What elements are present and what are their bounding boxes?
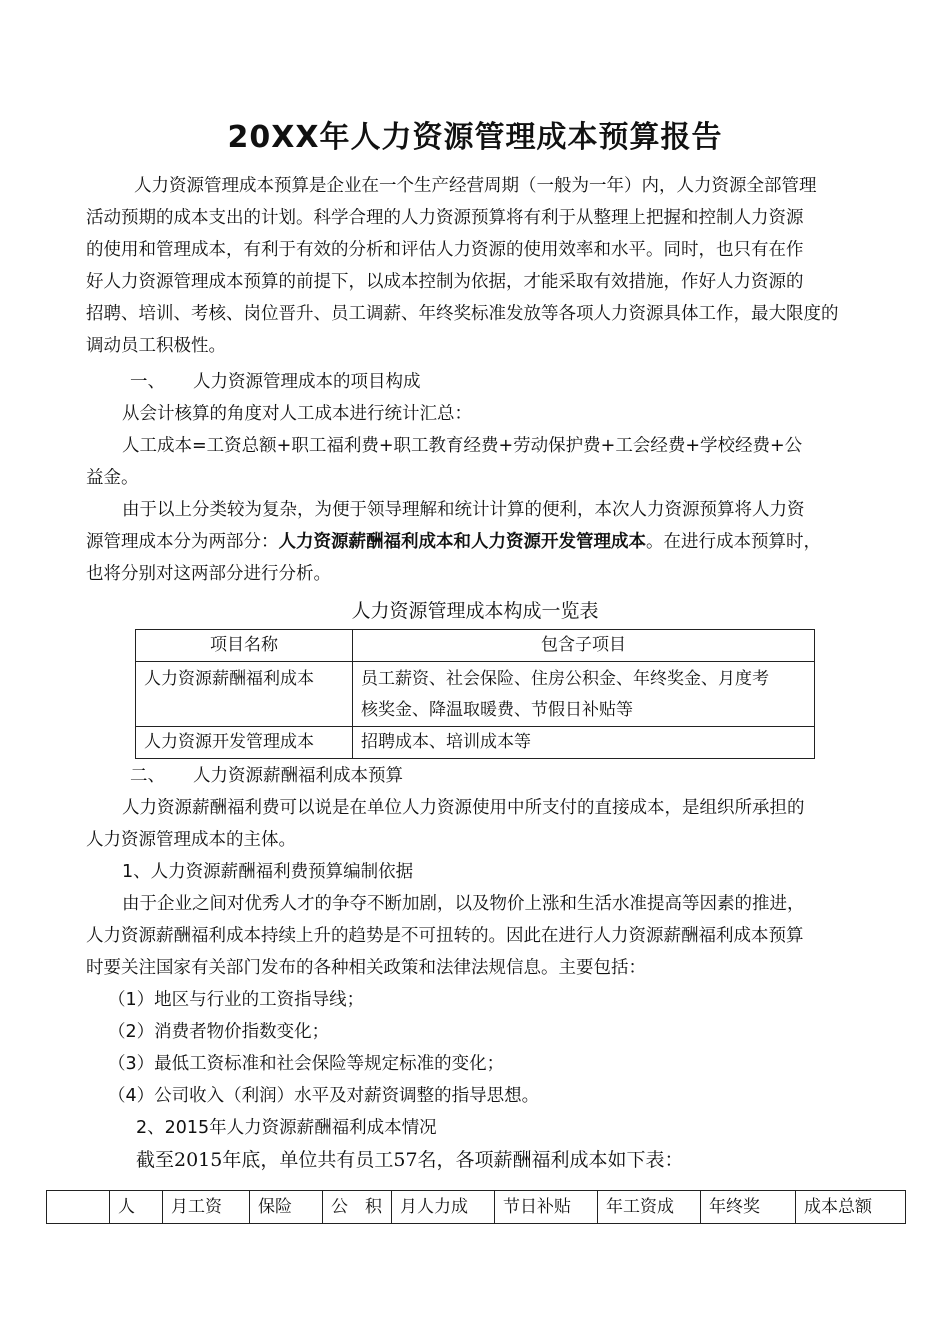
- table-cell: 人力资源开发管理成本: [136, 727, 353, 759]
- table-header-cell: 节日补贴: [495, 1191, 598, 1224]
- intro-paragraph: [86, 170, 866, 362]
- intro-line: 的使用和管理成本，有利于有效的分析和评估人力资源的使用效率和水平。同时，也只有在作: [86, 240, 804, 260]
- cell-line: 员工薪资、社会保险、住房公积金、年终奖金、月度考: [361, 669, 769, 689]
- table-header-cell: 年工资成: [598, 1191, 701, 1224]
- section2-title: 人力资源薪酬福利成本预算: [193, 766, 403, 786]
- section1-p1: 从会计核算的角度对人工成本进行统计汇总：: [122, 404, 472, 424]
- section1-heading: [86, 366, 866, 398]
- section1-p3-line: 由于以上分类较为复杂，为便于领导理解和统计计算的便利，本次人力资源预算将人力资: [122, 500, 805, 520]
- document-title: 20XX年人力资源管理成本预算报告: [227, 120, 723, 155]
- section2-p2-line: 时要关注国家有关部门发布的各种相关政策和法律法规信息。主要包括：: [86, 958, 646, 978]
- section1-title: 人力资源管理成本的项目构成: [193, 372, 421, 392]
- section1-p2-line: 人工成本=工资总额+职工福利费+职工教育经费+劳动保护费+工会经费+学校经费+公: [122, 436, 803, 456]
- section1-p3-line: 也将分别对这两部分进行分析。: [86, 564, 331, 584]
- list-item: （4）公司收入（利润）水平及对薪资调整的指导思想。: [108, 1086, 540, 1106]
- section2-p2-line: 人力资源薪酬福利成本持续上升的趋势是不可扭转的。因此在进行人力资源薪酬福利成本预算: [86, 926, 804, 946]
- section1-p2-line: 益金。: [86, 468, 139, 488]
- table-header-cell: 月人力成: [392, 1191, 495, 1224]
- section2-sub2: 2、2015年人力资源薪酬福利成本情况: [136, 1118, 437, 1138]
- cost-structure-table: [135, 629, 815, 759]
- table-cell: 招聘成本、培训成本等: [353, 727, 815, 759]
- section2: [86, 760, 866, 1176]
- intro-line: 活动预期的成本支出的计划。科学合理的人力资源预算将有利于从整理上把握和控制人力资源: [86, 208, 804, 228]
- salary-cost-table: [46, 1190, 906, 1224]
- table-header-cell: 人: [110, 1191, 163, 1224]
- section2-number: 二、: [130, 766, 165, 786]
- table-header-cell: 年终奖: [701, 1191, 796, 1224]
- table-header-cell: 项目名称: [136, 630, 353, 662]
- table-header-cell: 成本总额: [796, 1191, 906, 1224]
- list-item: （2）消费者物价指数变化；: [108, 1022, 330, 1042]
- section2-sub1: 1、人力资源薪酬福利费预算编制依据: [122, 862, 414, 882]
- section2-p3: 截至2015年底，单位共有员工57名，各项薪酬福利成本如下表：: [136, 1149, 684, 1171]
- table-row: [136, 727, 815, 759]
- p3-text-b: 。在进行成本预算时，: [646, 532, 821, 552]
- table-header-cell: 保险: [250, 1191, 323, 1224]
- table-header-cell: 公 积: [323, 1191, 392, 1224]
- section1-number: 一、: [130, 372, 165, 392]
- section1: [86, 366, 866, 590]
- section2-p1-line: 人力资源薪酬福利费可以说是在单位人力资源使用中所支付的直接成本，是组织所承担的: [122, 798, 805, 818]
- table-header-row: [136, 630, 815, 662]
- section2-heading: [86, 760, 866, 792]
- intro-line: 招聘、培训、考核、岗位晋升、员工调薪、年终奖标准发放等各项人力资源具体工作，最大限度的: [86, 304, 839, 324]
- intro-line: 调动员工积极性。: [86, 336, 226, 356]
- list-item: （1）地区与行业的工资指导线；: [108, 990, 365, 1010]
- table-row: [136, 662, 815, 727]
- section1-p3-line: [86, 526, 866, 558]
- table-header-cell: [47, 1191, 110, 1224]
- p3-text-a: 源管理成本分为两部分：: [86, 532, 279, 552]
- table-header-row: [47, 1191, 906, 1224]
- list-item: （3）最低工资标准和社会保险等规定标准的变化；: [108, 1054, 505, 1074]
- section2-p1-line: 人力资源管理成本的主体。: [86, 830, 296, 850]
- table1-caption: 人力资源管理成本构成一览表: [351, 600, 599, 622]
- table-header-cell: 包含子项目: [353, 630, 815, 662]
- table-cell: 人力资源薪酬福利成本: [136, 662, 353, 727]
- table-header-cell: 月工资: [163, 1191, 250, 1224]
- intro-line: 好人力资源管理成本预算的前提下，以成本控制为依据，才能采取有效措施，作好人力资源的: [86, 272, 804, 292]
- intro-line: 人力资源管理成本预算是企业在一个生产经营周期（一般为一年）内，人力资源全部管理: [134, 176, 817, 196]
- section2-p2-line: 由于企业之间对优秀人才的争夺不断加剧，以及物价上涨和生活水准提高等因素的推进，: [122, 894, 805, 914]
- p3-bold-text: 人力资源薪酬福利成本和人力资源开发管理成本: [278, 532, 646, 552]
- cell-line: 核奖金、降温取暖费、节假日补贴等: [361, 700, 633, 720]
- table-cell: [353, 662, 815, 727]
